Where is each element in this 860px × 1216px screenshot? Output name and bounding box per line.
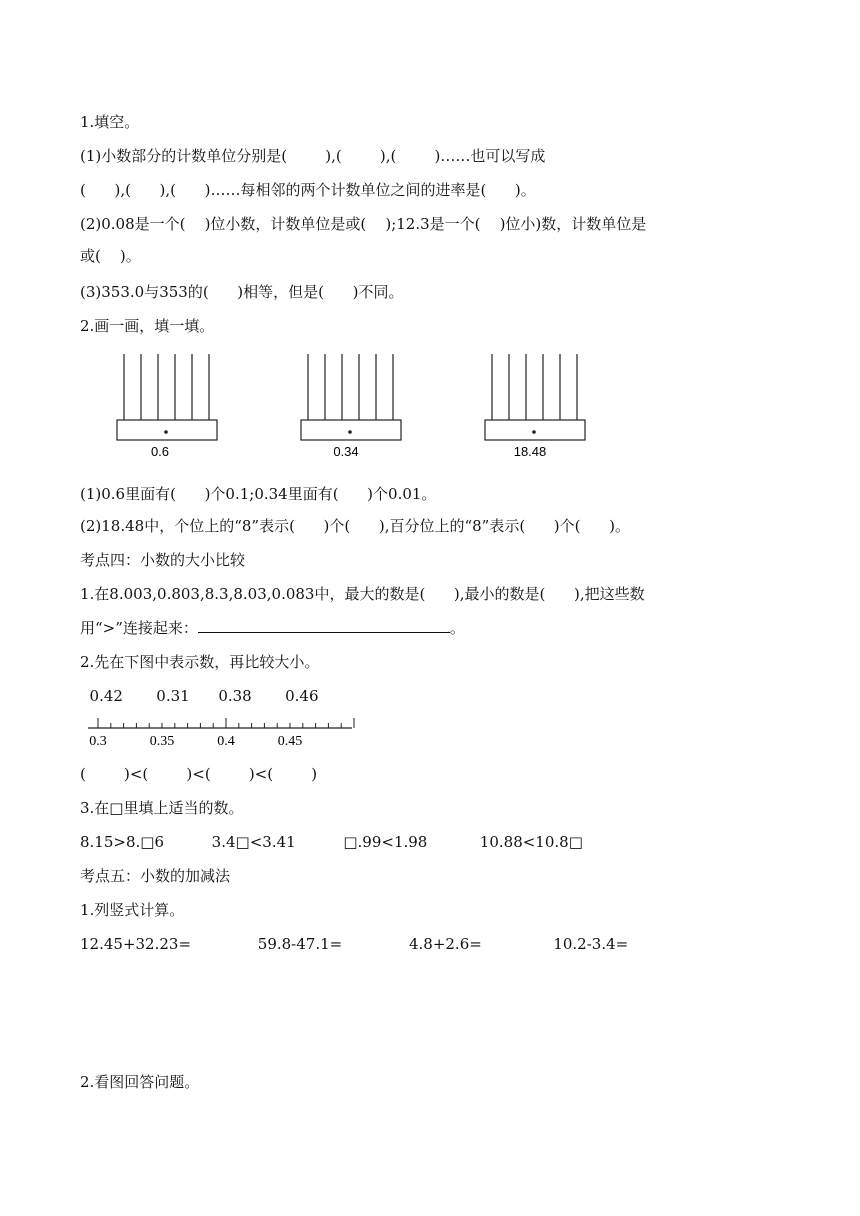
s5-question-1: 1.列竖式计算。 xyxy=(80,901,185,919)
question-1-part-3: (3)353.0与353的( )相等，但是( )不同。 xyxy=(80,283,404,301)
section-5-heading: 考点五：小数的加减法 xyxy=(80,867,231,885)
abacus-label: 0.6 xyxy=(150,444,170,459)
question-2-title: 2.画一画，填一填。 xyxy=(80,317,215,335)
number-line-label: 0.45 xyxy=(277,734,303,749)
s4-question-1-end: 。 xyxy=(449,619,465,637)
s4-question-3-items: 8.15>8.□6 3.4□<3.41 □.99<1.98 10.88<10.8□ xyxy=(80,833,583,851)
number-line-label: 0.35 xyxy=(149,734,175,749)
question-1-part-2: (2)0.08是一个( )位小数，计数单位是或( );12.3是一个( )位小)数，计数单位是 xyxy=(80,215,647,233)
section-4-heading: 考点四：小数的大小比较 xyxy=(80,551,246,569)
question-1-part-1: (1)小数部分的计数单位分别是( ),( ),( )……也可以写成 xyxy=(80,147,546,165)
number-line-label: 0.3 xyxy=(89,734,107,749)
s4-question-1-prefix: 用“>”连接起来： xyxy=(80,619,198,637)
s4-question-2: 2.先在下图中表示数，再比较大小。 xyxy=(80,653,320,671)
s5-question-2: 2.看图回答问题。 xyxy=(80,1073,200,1091)
abacus-label: 18.48 xyxy=(513,444,547,459)
question-1-part-1-cont: ( ),( ),( )……每相邻的两个计数单位之间的进率是( )。 xyxy=(80,181,536,199)
abacus-2 xyxy=(300,352,404,462)
s4-question-2-numbers: 0.42 0.31 0.38 0.46 xyxy=(80,687,319,705)
question-2-part-2: (2)18.48中，个位上的“8”表示( )个( ),百分位上的“8”表示( )个( )。 xyxy=(80,517,630,535)
question-2-part-1: (1)0.6里面有( )个0.1;0.34里面有( )个0.01。 xyxy=(80,485,437,503)
question-1-part-2-cont: 或( )。 xyxy=(80,247,141,265)
number-line xyxy=(86,714,358,750)
s4-question-1: 1.在8.003,0.803,8.3,8.03,0.083中，最大的数是( ),最小的数是( ),把这些数 xyxy=(80,585,645,603)
abacus-1 xyxy=(116,352,220,462)
number-line-label: 0.4 xyxy=(217,734,235,749)
answer-underline xyxy=(198,618,450,633)
abacus-3 xyxy=(484,352,588,462)
s4-question-2-compare: ( )<( )<( )<( ) xyxy=(80,765,318,783)
s4-question-3: 3.在□里填上适当的数。 xyxy=(80,799,244,817)
abacus-label: 0.34 xyxy=(333,444,359,459)
s5-question-1-items: 12.45+32.23= 59.8-47.1= 4.8+2.6= 10.2-3.4= xyxy=(80,935,629,953)
question-1-title: 1.填空。 xyxy=(80,113,140,131)
s4-question-1-cont xyxy=(80,618,465,638)
